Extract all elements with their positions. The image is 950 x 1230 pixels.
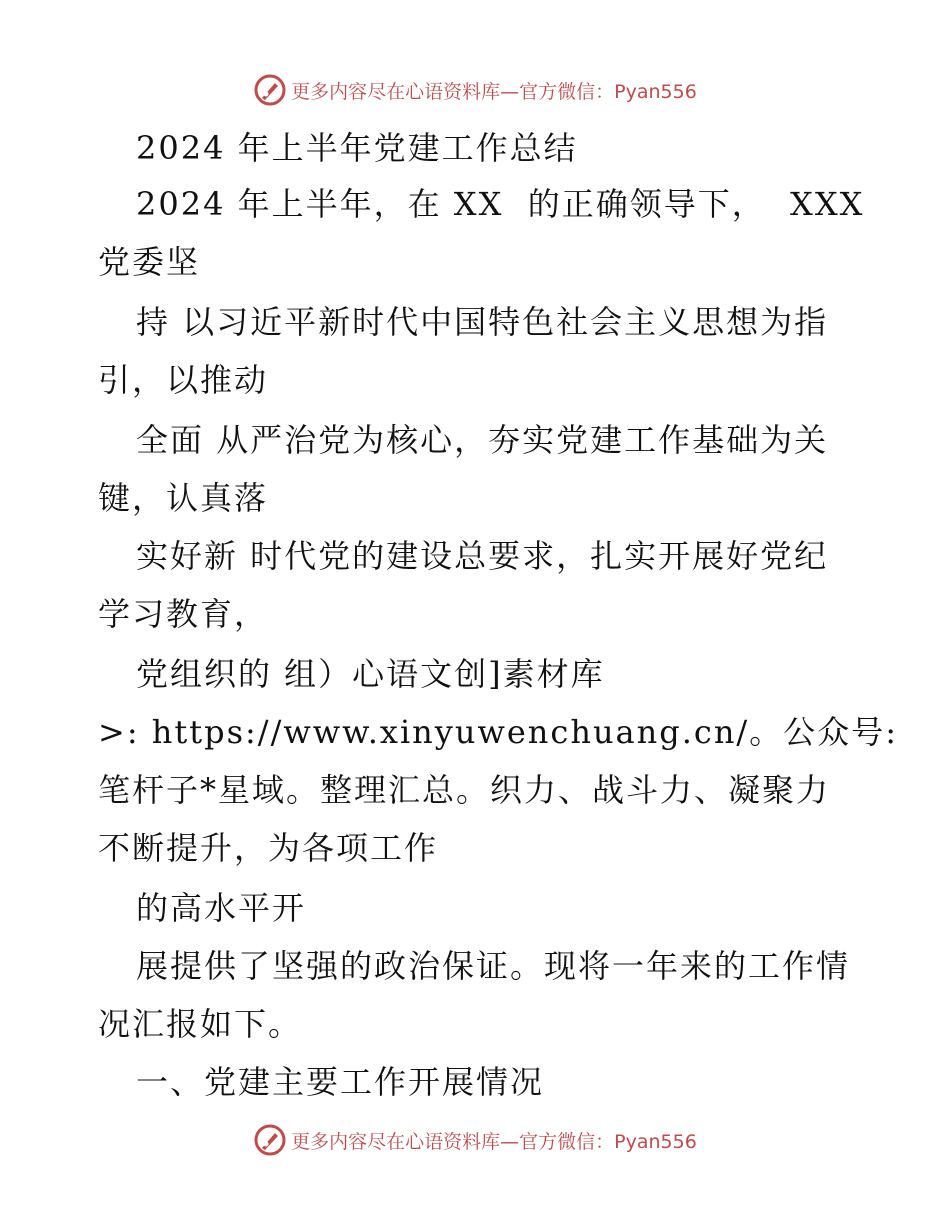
document-title: 2024 年上半年党建工作总结 (136, 129, 578, 167)
watermark-text: 更多内容尽在心语资料库—官方微信：Pyan556 (291, 1130, 697, 1153)
text-line: 况汇报如下。 (98, 1005, 303, 1043)
text-line: 学习教育， (98, 595, 269, 633)
pen-circle-logo-icon (253, 73, 287, 107)
text-line: 笔杆子*星域。整理汇总。织力、战斗力、凝聚力 (98, 771, 831, 809)
watermark-text: 更多内容尽在心语资料库—官方微信：Pyan556 (291, 80, 697, 103)
text-line: 党组织的 组）心语文创]素材库 (136, 655, 605, 693)
text-line: 展提供了坚强的政治保证。现将一年来的工作情 (136, 947, 851, 985)
text-line: 持 以习近平新时代中国特色社会主义思想为指 (136, 303, 829, 341)
pen-circle-logo-icon (253, 1123, 287, 1157)
text-line: 不断提升，为各项工作 (98, 829, 439, 867)
text-line: 全面 从严治党为核心，夯实党建工作基础为关 (136, 421, 829, 459)
text-line: 键，认真落 (98, 479, 269, 517)
watermark-banner-top (0, 70, 950, 110)
text-line: 的高水平开 (136, 889, 307, 927)
url-line: >: https://www.xinyuwenchuang.cn/。公众号: (98, 713, 898, 751)
watermark-banner-bottom (0, 1120, 950, 1160)
text-line: 引，以推动 (98, 361, 269, 399)
section-heading: 一、党建主要工作开展情况 (136, 1063, 545, 1101)
text-line: 2024 年上半年，在 XX 的正确领导下， XXX (136, 185, 865, 223)
text-line: 实好新 时代党的建设总要求，扎实开展好党纪 (136, 537, 829, 575)
text-line: 党委坚 (98, 243, 201, 281)
